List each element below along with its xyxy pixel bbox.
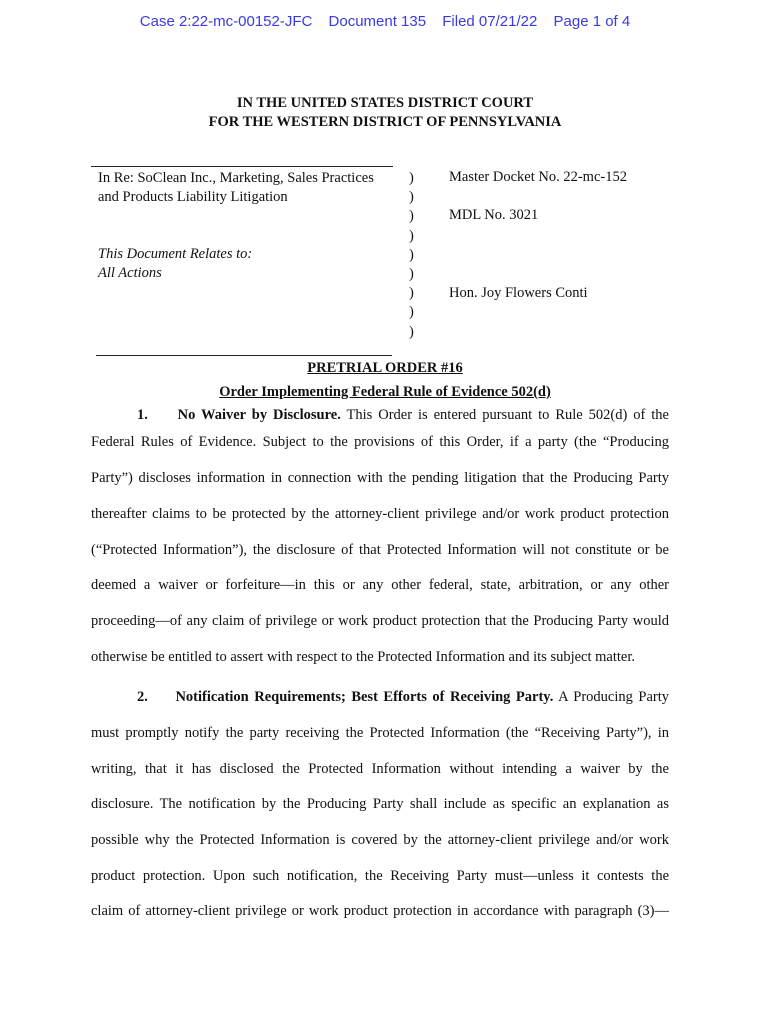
court-line-1: IN THE UNITED STATES DISTRICT COURT (236, 95, 534, 111)
in-re-line-2: and Products Liability Litigation (98, 189, 288, 205)
paren: ) (409, 323, 414, 340)
para1-line: thereafter claims to be protected by the attorney-client privilege and/or work product protection (91, 506, 669, 522)
caption-top-rule (91, 166, 393, 167)
caption-parentheses (409, 169, 414, 342)
order-subtitle: Order Implementing Federal Rule of Evidence 502(d) (219, 384, 551, 400)
master-docket: Master Docket No. 22-mc-152 (449, 169, 627, 185)
caption-left (98, 169, 398, 283)
paren: ) (409, 304, 414, 321)
para2-line: claim of attorney-client privilege or work product protection in accordance with paragraph (3)— (91, 903, 669, 919)
para1-line: Federal Rules of Evidence. Subject to the provisions of this Order, if a party (the “Producing (91, 434, 669, 450)
filing-stamp (0, 13, 770, 30)
para2-line: disclosure. The notification by the Producing Party shall include as specific an explanation as (91, 796, 669, 812)
relates-line-1: This Document Relates to: (98, 246, 253, 262)
para1-line: (“Protected Information”), the disclosure of that Protected Information will not constitute or be (91, 542, 669, 558)
document-number: Document 135 (328, 13, 427, 30)
para2-line (91, 689, 669, 706)
paren: ) (409, 227, 414, 244)
para2-heading: Notification Requirements; Best Efforts of Receiving Party. (175, 689, 554, 705)
paren: ) (409, 189, 414, 206)
para1-line: deemed a waiver or forfeiture—in this or any other federal, state, arbitration, or any other (91, 577, 669, 593)
paren: ) (409, 208, 414, 225)
paren: ) (409, 285, 414, 302)
para1-line: otherwise be entitled to assert with respect to the Protected Information and its subject matter. (91, 649, 635, 665)
relates-line-2: All Actions (98, 265, 162, 281)
para2-line: writing, that it has disclosed the Protected Information without intending a waiver by the (91, 761, 669, 777)
case-number: Case 2:22-mc-00152-JFC (139, 13, 313, 30)
para2-line: product protection. Upon such notification, the Receiving Party must—unless it contests the (91, 868, 669, 884)
para2-line: possible why the Protected Information is covered by the attorney-client privilege and/or work (91, 832, 669, 848)
judge-name: Hon. Joy Flowers Conti (449, 285, 588, 301)
caption-bottom-rule (96, 355, 392, 356)
para1-heading: No Waiver by Disclosure. (177, 407, 341, 423)
paren: ) (409, 266, 414, 283)
para1-line: proceeding—of any claim of privilege or work product protection that the Producing Party would (91, 613, 669, 629)
paren: ) (409, 170, 414, 186)
para1-line (91, 407, 669, 424)
mdl-number: MDL No. 3021 (449, 207, 539, 223)
para1-line: Party”) discloses information in connection with the pending litigation that the Producing Party (91, 470, 669, 486)
para1-text: This Order is entered pursuant to Rule 502(d) of the (340, 407, 669, 423)
para2-line: must promptly notify the party receiving the Protected Information (the “Receiving Party”), in (91, 725, 669, 741)
court-line-2: FOR THE WESTERN DISTRICT OF PENNSYLVANIA (208, 114, 562, 130)
para2-number: 2. (137, 689, 148, 705)
filed-date: Filed 07/21/22 (442, 13, 538, 30)
in-re-line-1: In Re: SoClean Inc., Marketing, Sales Practices (98, 170, 374, 186)
para2-text: A Producing Party (553, 689, 670, 705)
court-heading (0, 94, 770, 132)
order-title: PRETRIAL ORDER #16 (307, 360, 463, 376)
para1-number: 1. (137, 407, 148, 423)
paren: ) (409, 246, 414, 263)
page-count: Page 1 of 4 (553, 13, 631, 30)
